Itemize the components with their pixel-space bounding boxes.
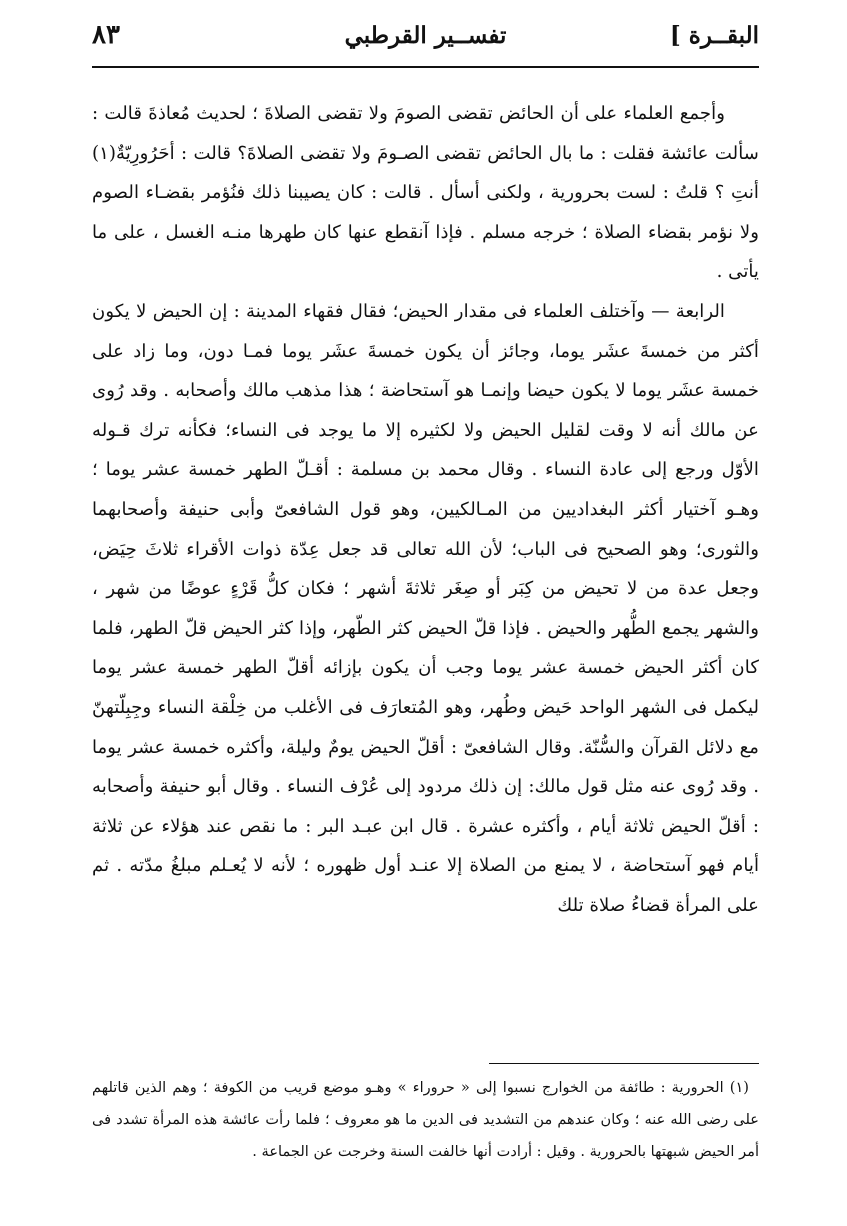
footnote: (١) الحرورية : طائفة من الخوارج نسبوا إلى « حروراء » وهـو موضع قريب من الكوفة ؛ وهم الذين قاتلهم على رضى الله عنه ؛ وكان عندهم من التشديد فى الدين ما هو معروف ؛ فلما رأت عائشة هذه المرأة تشدد فى أمر الحيض شبهتها بالحرورية . وقيل : أرادت أنها خالفت السنة وخرجت عن الجماعة .	[92, 1079, 759, 1160]
main-text	[92, 94, 759, 925]
header-rule	[92, 66, 759, 68]
paragraph-menstruation-qada: وأجمع العلماء على أن الحائض تقضى الصومَ ولا تقضى الصلاةَ ؛ لحديث مُعاذةَ قالت : سألت عائشة فقلت : ما بال الحائض تقضى الصـومَ ولا تقضى الصلاةَ؟ قالت : أحَرُورِيّةٌ(١) أنتِ ؟ قلتُ : لست بحرورية ، ولكنى أسأل . قالت : كان يصيبنا ذلك فنُؤمر بقضـاء الصوم ولا نؤمر بقضاء الصلاة ؛ خرجه مسلم . فإذا آنقطع عنها كان طهرها منـه الغسل ، على ما يأتى .	[92, 103, 759, 283]
running-header	[92, 18, 759, 58]
book-title: تفســير القرطبي	[344, 22, 507, 49]
paragraph-fourth-issue: الرابعة — وآختلف العلماء فى مقدار الحيض؛ فقال فقهاء المدينة : إن الحيض لا يكون أكثر من خمسةَ عشَر يوما، وجائز أن يكون خمسةَ عشَر يوما فمـا دون، وما زاد على خمسة عشَر يوما لا يكون حيضا وإنمـا هو آستحاضة ؛ هذا مذهب مالك وأصحابه . وقد رُوى عن مالك أنه لا وقت لقليل الحيض ولا لكثيره إلا ما يوجد فى النساء؛ فكأنه ترك قـوله الأوّل ورجع إلى عادة النساء . وقال محمد بن مسلمة : أقـلّ الطهر خمسة عشر يوما ؛ وهـو آختيار أكثر البغداديين من المـالكيين، وهو قول الشافعىّ وأبى حنيفة وأصحابهما والثورى؛ وهو الصحيح فى الباب؛ لأن الله تعالى قد جعل عِدّة ذوات الأقراء ثلاثَ حِيَض، وجعل عدة من لا تحيض من كِبَر أو صِغَر ثلاثةَ أشهر ؛ فكان كلُّ قَرْءٍ عوضًا من شهر ، والشهر يجمع الطُّهر والحيض . فإذا قلّ الحيض كثر الطّهر، وإذا كثر الحيض قلّ الطهر، فلما كان أكثر الحيض خمسة عشر يوما وجب أن يكون بإزائه أقلّ الطهر خمسة عشر يوما ليكمل فى الشهر الواحد حَيض وطُهر، وهو المُتعارَف فى الأغلب من خِلْقة النساء وجِبِلّتهنّ مع دلائل القرآن والسُّنّة. وقال الشافعىّ : أقلّ الحيض يومٌ وليلة، وأكثره خمسة عشر يوما . وقد رُوى عنه مثل قول مالك: إن ذلك مردود إلى عُرْف النساء . وقال أبو حنيفة وأصحابه : أقلّ الحيض ثلاثة أيام ، وأكثره عشرة . قال ابن عبـد البر : ما نقص عند هؤلاء عن ثلاثة أيام فهو آستحاضة ، لا يمنع من الصلاة إلا عنـد أول ظهوره ؛ لأنه لا يُعـلم مبلغُ مدّته . ثم على المرأة قضاءُ صلاة تلك	[92, 300, 759, 916]
surah-name: البقــرة ]	[669, 22, 759, 49]
footnote-rule	[489, 1063, 759, 1064]
page-number: ٨٣	[92, 20, 120, 50]
